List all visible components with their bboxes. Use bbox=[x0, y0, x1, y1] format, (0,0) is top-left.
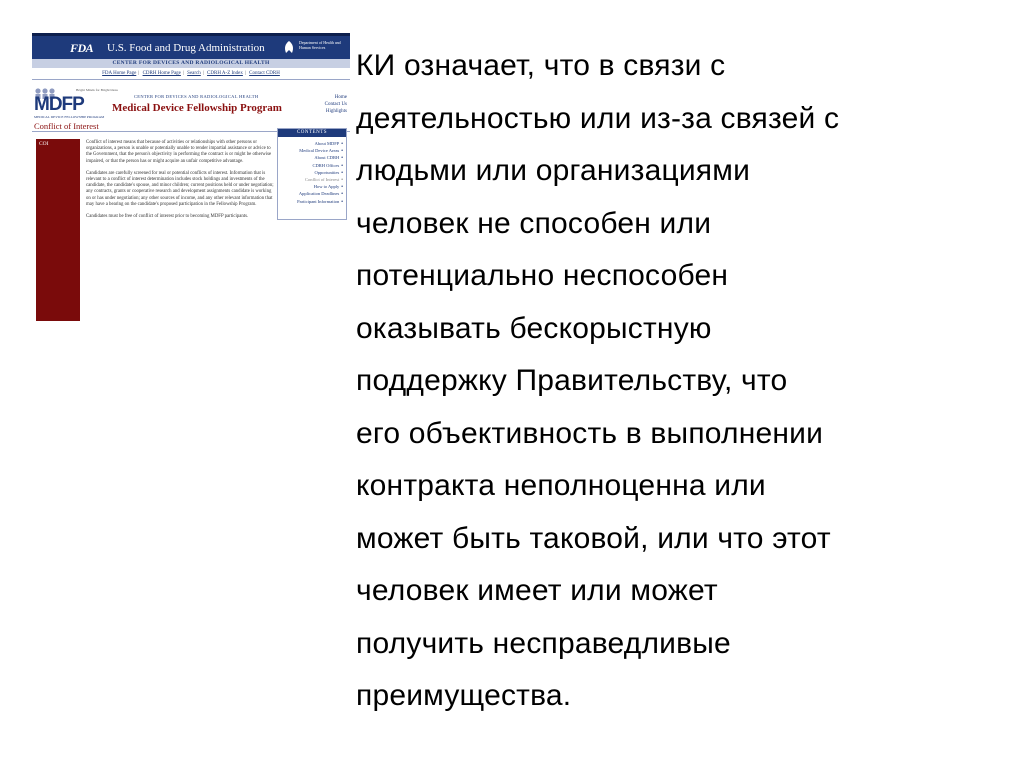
contents-item-opportunities[interactable]: Opportunities • bbox=[314, 169, 343, 176]
contents-item-cdrh-offices[interactable]: CDRH Offices • bbox=[312, 162, 343, 169]
paragraph: Candidates must be free of conflict of interest prior to becoming MDFP participants. bbox=[86, 214, 249, 220]
contents-box bbox=[277, 128, 347, 220]
contents-item-participant-information[interactable]: Participant Information • bbox=[297, 198, 343, 205]
paragraph: Candidates are carefully screened for real or potential conflicts of interest. Information that is relevant to a conflict of interest determination includes stock holdings and investments of the candidate, the candidate's spouse, and minor children; current positions held or under negotiation; any contracts, grants or cooperative research and development assignments candidate is working on or has under negotiation; any other sources of income, and any other relevant information that may have a bearing on the candidate's proposed participation in the Fellowship Program. bbox=[86, 170, 274, 207]
coi-body bbox=[86, 140, 274, 226]
fda-logo: FDA bbox=[70, 41, 94, 55]
fda-banner bbox=[32, 33, 350, 59]
mdfp-center: CENTER FOR DEVICES AND RADIOLOGICAL HEALTH bbox=[134, 94, 259, 99]
link-cdrh-index[interactable]: CDRH A-Z Index bbox=[207, 71, 243, 76]
page-title: Conflict of Interest bbox=[34, 121, 99, 131]
contents-item-medical-device-areas[interactable]: Medical Device Areas • bbox=[299, 148, 343, 155]
coi-definition-text: КИ означает, что в связи с деятельностью или из-за связей с людьми или организациями человек не способен или потенциально неспособен оказывать бескорыстную поддержку Правительству, что его объективность в выполнении контракта неполноценна или может быть таковой, или что этот человек имеет или может получить несправедливые преимущества. bbox=[356, 49, 840, 712]
nav-home[interactable]: Home bbox=[334, 95, 347, 100]
mdfp-program-title: Medical Device Fellowship Program bbox=[112, 102, 282, 114]
coi-label: COI bbox=[39, 141, 49, 147]
mdfp-header bbox=[32, 85, 350, 119]
link-fda-home[interactable]: FDA Home Page bbox=[102, 71, 137, 76]
link-contact-cdrh[interactable]: Contact CDRH bbox=[249, 71, 280, 76]
link-search[interactable]: Search bbox=[187, 71, 201, 76]
hhs-eagle-icon bbox=[282, 40, 296, 56]
mdfp-tagline: Bright Minds for Bright Ideas bbox=[76, 88, 118, 92]
contents-list bbox=[278, 137, 346, 206]
fda-mdfp-screenshot bbox=[32, 33, 350, 321]
fda-title: U.S. Food and Drug Administration bbox=[107, 42, 265, 54]
contents-item-about-cdrh[interactable]: About CDRH • bbox=[314, 155, 343, 162]
mdfp-nav bbox=[307, 94, 347, 115]
mdfp-subtitle: MEDICAL DEVICE FELLOWSHIP PROGRAM bbox=[34, 115, 105, 119]
contents-item-how-to-apply[interactable]: How to Apply • bbox=[313, 184, 343, 191]
link-cdrh-home[interactable]: CDRH Home Page bbox=[142, 71, 181, 76]
contents-item-conflict-of-interest[interactable]: Conflict of Interest • bbox=[304, 177, 343, 184]
mdfp-logo: MDFP bbox=[34, 94, 84, 115]
hhs-text: Department of Health and Human Services bbox=[299, 40, 341, 50]
coi-sidebar bbox=[36, 139, 80, 321]
paragraph: Conflict of interest means that because of activities or relationships with other persons or organizations, a person is unable or potentially unable to render impartial assistance or advice to the Government, that the person's objectivity in performing the contract is or might be otherwise impaired, or that the person has or might acquire an unfair competitive advantage. bbox=[86, 140, 272, 164]
nav-contact-us[interactable]: Contact Us bbox=[324, 102, 347, 107]
contents-item-about-mdfp[interactable]: About MDFP • bbox=[314, 141, 343, 147]
top-links: FDA Home Page | CDRH Home Page | Search | CDRH A-Z Index | Contact CDRH bbox=[32, 68, 350, 80]
center-bar: CENTER FOR DEVICES AND RADIOLOGICAL HEALTH bbox=[32, 59, 350, 68]
contents-item-application-deadlines[interactable]: Application Deadlines • bbox=[298, 191, 343, 198]
contents-title: CONTENTS bbox=[278, 129, 346, 137]
nav-highlights[interactable]: Highlights bbox=[325, 109, 347, 114]
